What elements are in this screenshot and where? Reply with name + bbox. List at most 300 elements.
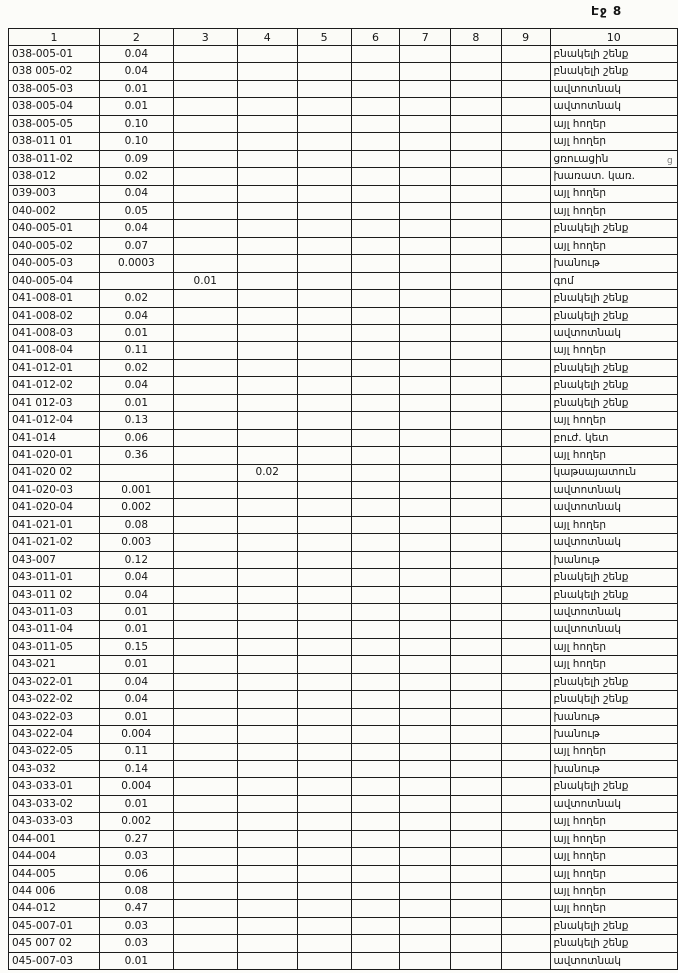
cell-land-use: գոմ [550, 272, 677, 289]
cell-land-use: այլ հողեր [550, 900, 677, 917]
column-header-4: 4 [237, 29, 297, 46]
cell-empty [297, 952, 351, 969]
cell-empty [351, 917, 400, 934]
column-header-7: 7 [400, 29, 451, 46]
cell-empty [501, 499, 550, 516]
table-row [9, 952, 678, 969]
table-row [9, 272, 678, 289]
cell-empty [297, 708, 351, 725]
cell-land-use: այլ հողեր [550, 848, 677, 865]
cell-empty [297, 325, 351, 342]
cell-empty [351, 185, 400, 202]
cell-empty [351, 255, 400, 272]
cell-area: 0.003 [99, 534, 173, 551]
cell-empty [400, 185, 451, 202]
cell-empty [400, 708, 451, 725]
cell-area [173, 290, 237, 307]
column-header-9: 9 [501, 29, 550, 46]
cell-parcel-code: 043-022-01 [9, 673, 100, 690]
cell-area [237, 429, 297, 446]
table-row [9, 830, 678, 847]
cell-empty [501, 621, 550, 638]
cell-area [237, 778, 297, 795]
cell-empty [400, 255, 451, 272]
cell-empty [400, 394, 451, 411]
cell-area [173, 237, 237, 254]
cell-empty [451, 883, 502, 900]
cell-empty [451, 377, 502, 394]
table-row [9, 115, 678, 132]
cell-land-use: խառատ. կառ. [550, 168, 677, 185]
cell-area [237, 691, 297, 708]
cell-area [237, 63, 297, 80]
cell-area: 0.04 [99, 185, 173, 202]
cell-empty [297, 464, 351, 481]
cell-area: 0.04 [99, 586, 173, 603]
cell-empty [351, 900, 400, 917]
cell-empty [451, 429, 502, 446]
cell-area: 0.01 [99, 98, 173, 115]
cell-area [237, 900, 297, 917]
cell-empty [297, 848, 351, 865]
cell-empty [451, 917, 502, 934]
cell-area [173, 708, 237, 725]
table-row [9, 586, 678, 603]
cell-area [173, 830, 237, 847]
cell-empty [297, 656, 351, 673]
table-row [9, 429, 678, 446]
cell-empty [451, 133, 502, 150]
cell-empty [297, 638, 351, 655]
cell-parcel-code: 040-005-01 [9, 220, 100, 237]
cell-area: 0.04 [99, 46, 173, 63]
cell-empty [501, 917, 550, 934]
cell-empty [351, 464, 400, 481]
cell-empty [400, 830, 451, 847]
cell-empty [451, 63, 502, 80]
cell-area [173, 202, 237, 219]
cell-empty [297, 429, 351, 446]
cell-empty [400, 80, 451, 97]
cell-empty [351, 394, 400, 411]
cell-empty [400, 377, 451, 394]
cell-area: 0.11 [99, 743, 173, 760]
cell-empty [501, 377, 550, 394]
cell-empty [501, 551, 550, 568]
cell-empty [451, 220, 502, 237]
cell-parcel-code: 038-011 01 [9, 133, 100, 150]
table-row [9, 726, 678, 743]
table-row [9, 569, 678, 586]
cell-empty [451, 604, 502, 621]
cell-area: 0.09 [99, 150, 173, 167]
table-row [9, 481, 678, 498]
cell-empty [400, 691, 451, 708]
table-row [9, 342, 678, 359]
cell-empty [501, 604, 550, 621]
cell-parcel-code: 044-005 [9, 865, 100, 882]
cell-parcel-code: 043-021 [9, 656, 100, 673]
cell-area: 0.04 [99, 220, 173, 237]
cell-empty [451, 865, 502, 882]
table-row [9, 638, 678, 655]
cell-area [237, 830, 297, 847]
cell-empty [297, 150, 351, 167]
table-row [9, 621, 678, 638]
cell-empty [451, 185, 502, 202]
cell-land-use: այլ հողեր [550, 830, 677, 847]
cell-area: 0.01 [173, 272, 237, 289]
table-row [9, 551, 678, 568]
cell-empty [351, 272, 400, 289]
cell-empty [451, 743, 502, 760]
cell-area [237, 743, 297, 760]
cell-land-use: այլ հողեր [550, 185, 677, 202]
cell-land-use: խանութ [550, 551, 677, 568]
cell-area: 0.004 [99, 726, 173, 743]
cell-land-use: ավտոտնակ [550, 795, 677, 812]
cell-empty [501, 133, 550, 150]
cell-land-use: բնակելի շենք [550, 935, 677, 952]
cell-empty [351, 935, 400, 952]
cell-empty [400, 621, 451, 638]
cell-area [173, 586, 237, 603]
cell-empty [297, 778, 351, 795]
cell-empty [451, 150, 502, 167]
cell-area: 0.002 [99, 813, 173, 830]
cell-empty [297, 743, 351, 760]
cell-area [173, 185, 237, 202]
cell-area [237, 325, 297, 342]
cell-empty [400, 98, 451, 115]
cell-parcel-code: 043-033-02 [9, 795, 100, 812]
cell-area [173, 917, 237, 934]
cell-area [237, 569, 297, 586]
cell-parcel-code: 043-033-01 [9, 778, 100, 795]
cell-parcel-code: 045-007-03 [9, 952, 100, 969]
cell-empty [351, 307, 400, 324]
cell-empty [501, 237, 550, 254]
cell-area [237, 883, 297, 900]
cell-land-use: այլ հողեր [550, 115, 677, 132]
cell-area [237, 638, 297, 655]
cell-empty [451, 237, 502, 254]
cell-land-use: բնակելի շենք [550, 46, 677, 63]
cell-empty [501, 795, 550, 812]
table-row [9, 900, 678, 917]
table-row [9, 516, 678, 533]
cell-area [173, 499, 237, 516]
cell-empty [351, 377, 400, 394]
cell-parcel-code: 043-007 [9, 551, 100, 568]
cell-land-use: այլ հողեր [550, 865, 677, 882]
cell-area: 0.04 [99, 569, 173, 586]
cell-empty [351, 795, 400, 812]
cell-empty [297, 98, 351, 115]
cell-area [237, 342, 297, 359]
cell-parcel-code: 038-005-03 [9, 80, 100, 97]
cell-area: 0.03 [99, 935, 173, 952]
cell-parcel-code: 038 005-02 [9, 63, 100, 80]
cell-empty [297, 342, 351, 359]
cell-area: 0.01 [99, 325, 173, 342]
cell-area [237, 359, 297, 376]
cell-empty [501, 325, 550, 342]
cell-empty [501, 80, 550, 97]
cell-area [173, 569, 237, 586]
cell-empty [400, 447, 451, 464]
cell-area: 0.06 [99, 865, 173, 882]
cell-area [99, 464, 173, 481]
cell-empty [501, 516, 550, 533]
cell-area [173, 743, 237, 760]
cell-empty [451, 464, 502, 481]
cell-land-use: ավտոտնակ [550, 621, 677, 638]
cell-area: 0.04 [99, 691, 173, 708]
cell-empty [501, 569, 550, 586]
table-row [9, 168, 678, 185]
cell-empty [297, 935, 351, 952]
cell-empty [351, 516, 400, 533]
table-header [9, 29, 678, 46]
cell-land-use: ավտոտնակ [550, 499, 677, 516]
cell-area [173, 673, 237, 690]
cell-area [173, 80, 237, 97]
cell-empty [297, 168, 351, 185]
cell-empty [501, 638, 550, 655]
cell-empty [501, 220, 550, 237]
cell-empty [351, 883, 400, 900]
cell-empty [400, 237, 451, 254]
cell-land-use: բուժ. կետ [550, 429, 677, 446]
cell-empty [501, 708, 550, 725]
cell-area [237, 46, 297, 63]
cell-land-use: բնակելի շենք [550, 691, 677, 708]
column-header-8: 8 [451, 29, 502, 46]
cell-area [173, 848, 237, 865]
cell-parcel-code: 043-011-04 [9, 621, 100, 638]
cell-empty [351, 133, 400, 150]
cell-empty [501, 586, 550, 603]
cell-empty [451, 673, 502, 690]
table-row [9, 534, 678, 551]
cell-area [173, 691, 237, 708]
cell-empty [297, 865, 351, 882]
cell-empty [297, 726, 351, 743]
cell-land-use: բնակելի շենք [550, 586, 677, 603]
cell-area [237, 760, 297, 777]
cell-empty [501, 760, 550, 777]
table-row [9, 237, 678, 254]
table-row [9, 133, 678, 150]
cell-parcel-code: 041-012-04 [9, 412, 100, 429]
cell-empty [501, 691, 550, 708]
cell-empty [451, 394, 502, 411]
cell-area [173, 778, 237, 795]
cell-empty [501, 673, 550, 690]
cell-area [173, 883, 237, 900]
column-header-3: 3 [173, 29, 237, 46]
cell-area [173, 168, 237, 185]
cell-empty [351, 778, 400, 795]
cell-parcel-code: 038-005-01 [9, 46, 100, 63]
cell-area: 0.04 [99, 673, 173, 690]
cell-empty [351, 481, 400, 498]
cell-empty [451, 900, 502, 917]
cell-area: 0.15 [99, 638, 173, 655]
cell-area [237, 133, 297, 150]
table-row [9, 917, 678, 934]
cell-area [173, 760, 237, 777]
table-row [9, 290, 678, 307]
cell-empty [451, 586, 502, 603]
cell-empty [400, 795, 451, 812]
table-row [9, 673, 678, 690]
cell-empty [297, 290, 351, 307]
cell-area [173, 464, 237, 481]
cell-land-use: այլ հողեր [550, 743, 677, 760]
cell-empty [451, 726, 502, 743]
cell-empty [351, 429, 400, 446]
table-row [9, 63, 678, 80]
cell-area [237, 708, 297, 725]
cell-empty [400, 325, 451, 342]
cell-area: 0.01 [99, 394, 173, 411]
cell-empty [451, 202, 502, 219]
cell-empty [400, 168, 451, 185]
cell-empty [400, 63, 451, 80]
cell-empty [451, 46, 502, 63]
cell-empty [400, 865, 451, 882]
cell-area [173, 638, 237, 655]
cell-empty [400, 307, 451, 324]
cell-area [237, 917, 297, 934]
cell-empty [501, 429, 550, 446]
cell-area [237, 726, 297, 743]
cell-parcel-code: 043-032 [9, 760, 100, 777]
cell-empty [501, 46, 550, 63]
cell-empty [351, 325, 400, 342]
cell-parcel-code: 041-014 [9, 429, 100, 446]
cell-empty [351, 813, 400, 830]
cell-empty [501, 935, 550, 952]
cell-parcel-code: 044-004 [9, 848, 100, 865]
cell-empty [297, 394, 351, 411]
cell-empty [501, 394, 550, 411]
table-row [9, 691, 678, 708]
table-row [9, 865, 678, 882]
cell-area: 0.04 [99, 63, 173, 80]
cell-empty [351, 708, 400, 725]
cell-empty [451, 830, 502, 847]
cell-empty [297, 551, 351, 568]
cell-area [173, 377, 237, 394]
cell-land-use: խանութ [550, 708, 677, 725]
cell-empty [400, 150, 451, 167]
cell-empty [400, 290, 451, 307]
cell-empty [351, 46, 400, 63]
cell-area: 0.01 [99, 80, 173, 97]
table-row [9, 80, 678, 97]
cell-empty [451, 551, 502, 568]
cell-parcel-code: 041-012-02 [9, 377, 100, 394]
cell-empty [400, 778, 451, 795]
cell-empty [351, 691, 400, 708]
cell-empty [351, 342, 400, 359]
cell-area: 0.08 [99, 883, 173, 900]
cell-area [237, 394, 297, 411]
cell-empty [351, 726, 400, 743]
cell-parcel-code: 043-022-03 [9, 708, 100, 725]
cell-area [173, 935, 237, 952]
cell-empty [400, 481, 451, 498]
cell-empty [297, 586, 351, 603]
cell-empty [297, 534, 351, 551]
table-row [9, 743, 678, 760]
cell-empty [351, 359, 400, 376]
cell-land-use: այլ հողեր [550, 237, 677, 254]
cell-empty [351, 638, 400, 655]
cell-area [237, 237, 297, 254]
cell-land-use: ավտոտնակ [550, 325, 677, 342]
cell-empty [297, 115, 351, 132]
cell-empty [451, 325, 502, 342]
cell-empty [351, 499, 400, 516]
cell-area [173, 604, 237, 621]
cell-empty [400, 202, 451, 219]
cell-empty [501, 255, 550, 272]
cell-empty [351, 952, 400, 969]
cell-area: 0.10 [99, 115, 173, 132]
table-row [9, 220, 678, 237]
cell-area [99, 272, 173, 289]
cell-empty [297, 917, 351, 934]
cell-empty [501, 272, 550, 289]
cell-parcel-code: 040-005-04 [9, 272, 100, 289]
cell-area [173, 516, 237, 533]
cell-area: 0.0003 [99, 255, 173, 272]
cell-area: 0.03 [99, 848, 173, 865]
table-row [9, 813, 678, 830]
cell-empty [297, 499, 351, 516]
cell-land-use: խանութ [550, 760, 677, 777]
cell-empty [351, 760, 400, 777]
cell-area: 0.27 [99, 830, 173, 847]
table-row [9, 150, 678, 167]
table-row [9, 412, 678, 429]
cell-area [173, 412, 237, 429]
cell-land-use: բնակելի շենք [550, 220, 677, 237]
cell-area [237, 185, 297, 202]
cell-land-use: բնակելի շենք [550, 63, 677, 80]
cell-empty [451, 272, 502, 289]
cell-empty [501, 726, 550, 743]
cell-empty [451, 307, 502, 324]
cell-area [173, 534, 237, 551]
table-row [9, 795, 678, 812]
cell-parcel-code: 041 012-03 [9, 394, 100, 411]
cell-area [173, 255, 237, 272]
cell-parcel-code: 041-008-02 [9, 307, 100, 324]
column-header-10: 10 [550, 29, 677, 46]
cell-parcel-code: 039-003 [9, 185, 100, 202]
cell-empty [297, 185, 351, 202]
cell-empty [400, 935, 451, 952]
cell-empty [501, 848, 550, 865]
cell-empty [400, 569, 451, 586]
cell-parcel-code: 040-002 [9, 202, 100, 219]
cell-empty [400, 46, 451, 63]
